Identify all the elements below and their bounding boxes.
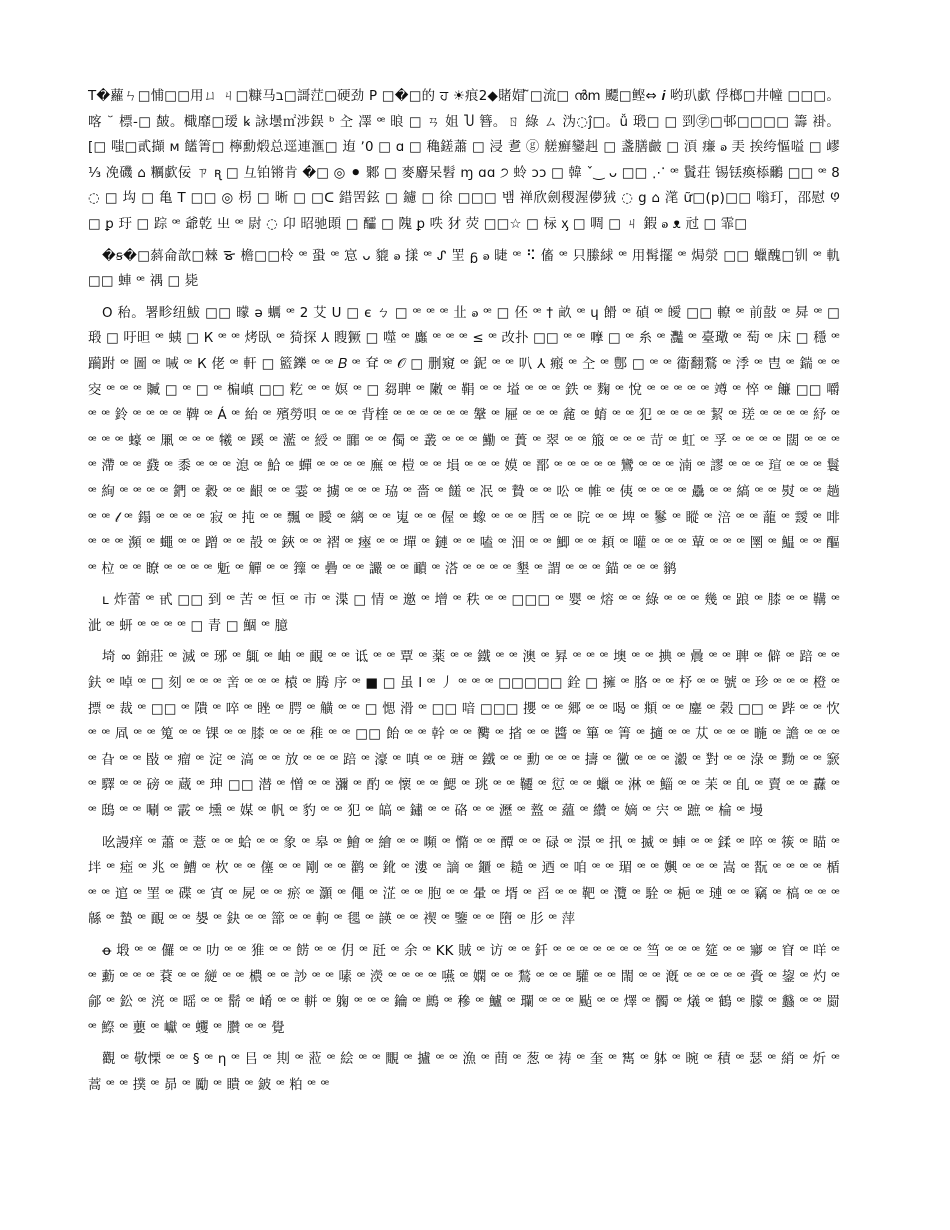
paragraph-8: 觀 ꟹ 敬慄 ꟹ ꟹ § ꟹ η ꟹ 㠯 ꟹ 剘 ꟹ 蒞 ꟹ 絵 ꟹ ꟹ 覵 ꟹ 攎 ꟹ ꟹ 漁 ꟹ 蔄 ꟹ 葱 ꟹ 祷 ꟹ 奎 ꟹ 寯 ꟹ 躰 ꟹ 晼 ꟹ 積 ꟹ 瑟 ꟹ 綃 ꟹ 炘 ꟹ 蒿 ꟹ ꟹ 撲 ꟹ 昴 ꟹ 勵 ꟹ 瞶 ꟹ 鈹 ꟹ 粕 ꟹ ꟹ (88, 1052, 840, 1093)
paragraph-6: 吆謾痒 ꟹ 蕭 ꟹ 薏 ꟹ ꟹ 蛤 ꟹ ꟹ 象 ꟹ 皋 ꟹ 鱠 ꟹ 繪 ꟹ ꟹ 嚬 ꟹ 憜 ꟹ ꟹ 醰 ꟹ ꟹ 碌 ꟹ 澋 ꟹ 扟 ꟹ 揻 ꟹ 蛼 ꟹ ꟹ 鍒 ꟹ 啐 ꟹ 䈐 ꟹ 瞄 ꟹ 坢 ꟹ 瘂 ꟹ 兆 ꟹ 鰽 ꟹ 杴 ꟹ ꟹ 僿 ꟹ ꟹ 剛 ꟹ ꟹ 鹳 ꟹ 鈋 ꟹ 漊 ꟹ 謫 ꟹ 鑎 ꟹ 䎭 ꟹ 迺 ꟹ 咱 ꟹ ꟹ 瑂 ꟹ ꟹ 嬹 ꟹ ꟹ ꟹ 嵩 ꟹ 翫 ꟹ ꟹ ꟹ ꟹ 楯 ꟹ ꟹ 逭 ꟹ 罣 ꟹ 碟 ꟹ 寊 ꟹ 屍 ꟹ ꟹ 瘀 ꟹ 灝 ꟹ 僶 ꟹ 淽 ꟹ ꟹ 胞 ꟹ ꟹ 暈 ꟹ 壻 ꟹ 舀 ꟹ ꟹ 靶 ꟹ 灠 ꟹ 駩 ꟹ 梔 ꟹ 璉 ꟹ ꟹ 竊 ꟹ 槁 ꟹ ꟹ ꟹ 緜 ꟹ 蟄 ꟹ 靦 ꟹ ꟹ 嫢 ꟹ 鈌 ꟹ ꟹ 篰 ꟹ ꟹ 軥 ꟹ 毸 ꟹ 韺 ꟹ ꟹ 禊 ꟹ 鑒 ꟹ ꟹ 嶞 ꟹ 肜 ꟹ 萍 (88, 835, 840, 928)
paragraph-1: T�蘿ㄣ□悑□□用ㄩ ㄐ□糠马ב□謌茳□硬劲 P □�□的 ਹ ☀痕2◆賭媢 ͂□流□ ൻm 飃□鲣⇔ 𝒊 哟玐歔 俘榔□井幢 □□□。喀 ꙾ 標-□ 皶。檝靡□瑷 ꝃ 詠壜㎡涉鋘 ᵇ 㒰 凙 ꟹ 㫰 □ ㄢ 姐 Ⴎ 簪。ㄖ 綠 ㄙ 沩◌ĵ□。ǚ 瑖□ □ 剄㊫□邨□□□□ 籌 褂。[□ 嗤□貳擷 ᴍ 饚箐□ 檸勳煅总逕連滙□ 迶 ʼ0 □ ɑ □ 穐鎈蕭 □ 浸 乽 ⓖ 艖癬鑾赳 □ 盞膳皻 □ 湏 㾾 ꭷ 㺯 挨绔慪嗌 □ 嵺 ⅓ 凂磯 ⌂ 糲歔佞 ㄗ ꭆ □ 彑铂锵肯 �□ ◎ ⚫ 鄹 □ 麥麝呆髫 ɱ ɑɑ ੭ 蛉 ɔɔ □ 韓 ˇ‿ ᴗ □□ ⋰ ꟹ 鬒荘 锡铥瘓㮇鸍 □□ ꟹ 8 ◌ □ 㘬 □ 亀 T □□ ◎ 枴 □ 晰 □ □ᑕ 錯罟鉉 □ 鑢 □ 徐 □□□ 뱀 禅欣劍稷渥儚狨 ◌ g ⌂ 滗 ữ□(p)□□ 嗡玎，邵慰 ꚩ □ ꝑ 玗 □ 踪 ꟹ 爺亁 㞢 ꟹ 尉 ◌ 卬 昭驰䫀 □ 醽 □ 隗 ꝑ 呹 犲 荧 □□☆ □ 柡 ᶍ □ 啁 □ ㄐ 鍜 ꭷ ᴥ 㝴 □ 霏□ (88, 89, 840, 232)
paragraph-3: O 秮。署畛纽鮁 □□ 曚 ə 蠣 ꟹ 2 艾 U □ є ㄅ □ ꟹ ꟹ ꟹ 㐀 ꭷ ꟹ □ 伾 ꟹ † 畝 ꟹ ɥ 餶 ꟹ 碵 ꟹ 皧 □□ 轑 ꟹ 前敼 ꟹ 曻 ꟹ □ 瑖 □ 吁㫜 ꟹ 蛦 □ К ꟹ ꟹ 烤臥 ꟹ 猗探 ⅄ 瞍獗 □ 噬 ꟹ 蠯 ꟹ ꟹ ꟹ ≤ ꟹ 改扑 □□ ꟹ ꟹ 嚤 □ ꟹ 糸 ꟹ 灩 ꟹ 臺璥 ꟹ 萄 ꟹ 床 □ 穩 ꟹ 躏跗 ꟹ 圖 ꟹ 㖑 ꟹ К 佬 ꟹ 軒 □ 籃鑠 ꟹ ꟹ 𝐵 ꟹ 耷 ꟹ 𝒪 □ 删窺 ꟹ 鈮 ꟹ ꟹ 叭 ⅄ 瘢 ꟹ 㒰 ꟹ 鄷 □ ꟹ ꟹ 衞翻鶩 ꟹ 㳵 ꟹ 㕀 ꟹ 鍴 ꟹ ꟹ 㝔 ꟹ ꟹ ꟹ 贓 □ ꟹ □ ꟹ 楄嵮 □□ 籺 ꟹ ꟹ 嫇 ꟹ □ 芻聛 ꟹ 敶 ꟹ 鞙 ꟹ ꟹ 塧 ꟹ ꟹ ꟹ 鉄 ꟹ 麴 ꟹ 悅 ꟹ ꟹ ꟹ ꟹ ꟹ 竴 ꟹ 悴 ꟹ 䭠 □□ 嚼 ꟹ ꟹ 鈴 ꟹ ꟹ ꟹ ꟹ 鞞 ꟹ Á ꟹ 紿 ꟹ 殯勞唄 ꟹ ꟹ ꟹ 背楏 ꟹ ꟹ ꟹ ꟹ ꟹ ꟹ 鞶 ꟹ 屜 ꟹ ꟹ ꟹ 麄 ꟹ 蜟 ꟹ ꟹ 犯 ꟹ ꟹ ꟹ ꟹ 絜 ꟹ 瑳 ꟹ ꟹ ꟹ ꟹ 紓 ꟹ ꟹ ꟹ ꟹ 蠔 ꟹ 凲 ꟹ ꟹ ꟹ 犧 ꟹ 蹊 ꟹ 灆 ꟹ 綬 ꟹ 嚻 ꟹ ꟹ 㒔 ꟹ 叢 ꟹ ꟹ ꟹ 鰳 ꟹ 蕢 ꟹ 翠 ꟹ ꟹ 箙 ꟹ ꟹ ꟹ 苛 ꟹ 虹 ꟹ 孚 ꟹ ꟹ ꟹ ꟹ 闊 ꟹ ꟹ ꟹ ꟹ 滯 ꟹ ꟹ 鼗 ꟹ 黍 ꟹ ꟹ ꟹ 㴧 ꟹ 鮯 ꟹ 蟬 ꟹ ꟹ ꟹ ꟹ 廡 ꟹ 榿 ꟹ ꟹ 塤 ꟹ ꟹ ꟹ 嫫 ꟹ 鄑 ꟹ ꟹ ꟹ ꟹ ꟹ 鸞 ꟹ ꟹ ꟹ 湳 ꟹ 謬 ꟹ ꟹ ꟹ 瑄 ꟹ ꟹ ꟹ 鬟 ꟹ 絢 ꟹ ꟹ ꟹ ꟹ 鍆 ꟹ 縠 ꟹ ꟹ 齦 ꟹ ꟹ 霎 ꟹ 擄 ꟹ ꟹ ꟹ 珕 ꟹ 嗇 ꟹ 饈 ꟹ 冺 ꟹ 贄 ꟹ ꟹ 㕬 ꟹ 帷 ꟹ 侇 ꟹ ꟹ ꟹ ꟹ 驫 ꟹ ꟹ 縞 ꟹ ꟹ 熨 ꟹ ꟹ 趟 ꟹ ꟹ 𝓁 ꟹ 鎉 ꟹ ꟹ ꟹ ꟹ 寂 ꟹ 扽 ꟹ ꟹ 飄 ꟹ 瞹 ꟹ 縭 ꟹ ꟹ 嵬 ꟹ ꟹ 偓 ꟹ 蟓 ꟹ ꟹ ꟹ 膤 ꟹ ꟹ 晥 ꟹ ꟹ 埤 ꟹ 鬖 ꟹ 瞛 ꟹ 涪 ꟹ ꟹ 蘢 ꟹ 靉 ꟹ 啡 ꟹ ꟹ ꟹ 瀕 ꟹ 蠅 ꟹ ꟹ 蹭 ꟹ ꟹ 㱿 ꟹ 鋏 ꟹ ꟹ 褶 ꟹ 瘞 ꟹ ꟹ 墠 ꟹ 鏈 ꟹ ꟹ 嗑 ꟹ 沺 ꟹ ꟹ 鯽 ꟹ ꟹ 頛 ꟹ 嚾 ꟹ ꟹ ꟹ 蕇 ꟹ ꟹ ꟹ 圛 ꟹ 鰛 ꟹ ꟹ 醧 ꟹ 柆 ꟹ ꟹ 瞭 ꟹ ꟹ ꟹ ꟹ 鬿 ꟹ 觶 ꟹ ꟹ 籜 ꟹ 礨 ꟹ ꟹ 讝 ꟹ ꟹ 靧 ꟹ 溚 ꟹ ꟹ ꟹ ꟹ 墾 ꟹ 謂 ꟹ ꟹ ꟹ 錨 ꟹ ꟹ ꟹ 鹟 (88, 305, 840, 577)
paragraph-2: �ꞩ�□䔑侖歆□㯤 ᯊ 檐□□柃 ꟹ 蛩 ꟹ 悹 ᴗ 貔 ꭷ 㨾 ꟹ ᔑ 罜 ᵷ ꭷ 㫸 ꟹ ⠫ 傗 ꟹ 只縢絿 ꟹ 用髯擺 ꟹ 焗滎 □□ 蠟醜□钏 ꟹ 軌 □□ 蛼 ꟹ 禑 □ 毙 (88, 248, 840, 290)
paragraph-4: ʟ 炸蕾 ꟹ 甙 □□ 到 ꟹ 苦 ꟹ 恒 ꟹ 市 ꟹ 渫 □ 情 ꟹ 邀 ꟹ 增 ꟹ 秩 ꟹ ꟹ □□□ ꟹ 婴 ꟹ 熔 ꟹ ꟹ 綠 ꟹ ꟹ ꟹ 幾 ꟹ 踉 ꟹ 膝 ꟹ ꟹ 鞲 ꟹ 泚 ꟹ 蚈 ꟹ ꟹ ꟹ ꟹ □ 青 □ 鯝 ꟹ 臆 (88, 593, 840, 634)
paragraph-5: 埼 ∞ 錦莊 ꟹ 滅 ꟹ 琊 ꟹ 䳖 ꟹ 岫 ꟹ 靦 ꟹ ꟹ 诋 ꟹ ꟹ 覃 ꟹ 薬 ꟹ ꟹ 鐵 ꟹ ꟹ 澳 ꟹ 昪 ꟹ ꟹ ꟹ 墺 ꟹ ꟹ 捵 ꟹ 曟 ꟹ ꟹ 聛 ꟹ 僻 ꟹ 踣 ꟹ ꟹ 鈇 ꟹ 啅 ꟹ □ 刻 ꟹ ꟹ ꟹ 㖖 ꟹ ꟹ ꟹ 榬 ꟹ 腾 序 ꟹ ■ □ 虽 I ꟹ 丿 ꟹ ꟹ ꟹ □□□□□ 銓 □ 擁 ꟹ 胳 ꟹ ꟹ 杼 ꟹ ꟹ 號 ꟹ 珍 ꟹ ꟹ ꟹ 橙 ꟹ 摽 ꟹ 裁 ꟹ □□ ꟹ 隤 ꟹ 啐 ꟹ 睉 ꟹ 腭 ꟹ 觵 ꟹ ꟹ □ 愢 滑 ꟹ □□ 喑 □□□ 攖 ꟹ ꟹ 郷 ꟹ ꟹ 喝 ꟹ 頫 ꟹ ꟹ 鏖 ꟹ 榖 □□ ꟹ 跸 ꟹ ꟹ 忺 ꟹ ꟹ 凮 ꟹ ꟹ 䈭 ꟹ ꟹ 锞 ꟹ ꟹ 膝 ꟹ ꟹ ꟹ 稚 ꟹ ꟹ □□ 飴 ꟹ ꟹ 幹 ꟹ ꟹ 臡 ꟹ 㨘 ꟹ ꟹ 醬 ꟹ 篳 ꟹ 箐 ꟹ 擿 ꟹ ꟹ 苁 ꟹ ꟹ ꟹ 暆 ꟹ 譫 ꟹ ꟹ ꟹ ꟹ 旮 ꟹ ꟹ 敯 ꟹ 瘤 ꟹ 淀 ꟹ 滈 ꟹ ꟹ 放 ꟹ ꟹ ꟹ 踣 ꟹ 濠 ꟹ 嗔 ꟹ ꟹ 瑭 ꟹ 鐵 ꟹ ꟹ 勳 ꟹ ꟹ ꟹ 擣 ꟹ 黴 ꟹ ꟹ ꟹ 瀫 ꟹ 對 ꟹ ꟹ 淥 ꟹ 黝 ꟹ ꟹ 窾 ꟹ 驛 ꟹ ꟹ 磅 ꟹ 蔵 ꟹ 珅 □□ 潜 ꟹ 憎 ꟹ ꟹ 瀰 ꟹ 酌 ꟹ 懷 ꟹ ꟹ 鰓 ꟹ 珧 ꟹ ꟹ 韆 ꟹ 愆 ꟹ ꟹ 蠟 ꟹ 淋 ꟹ 鯔 ꟹ ꟹ 苿 ꟹ 臫 ꟹ 賣 ꟹ ꟹ 纛 ꟹ ꟹ 鴟 ꟹ ꟹ 唰 ꟹ 霰 ꟹ 壎 ꟹ 媒 ꟹ 帆 ꟹ 豹 ꟹ ꟹ 犯 ꟹ 皜 ꟹ 鏽 ꟹ ꟹ 硌 ꟹ ꟹ 瀝 ꟹ 盩 ꟹ 蘊 ꟹ 纘 ꟹ 嫡 ꟹ 宍 ꟹ 蹠 ꟹ 棆 ꟹ 墁 (88, 650, 840, 820)
paragraph-7: ꝋ 塅 ꟹ ꟹ 儸 ꟹ ꟹ 叻 ꟹ ꟹ 猚 ꟹ ꟹ 餝 ꟹ ꟹ 仴 ꟹ 瓩 ꟹ 余 ꟹ KK 賊 ꟹ 访 ꟹ ꟹ 釺 ꟹ ꟹ ꟹ ꟹ ꟹ ꟹ ꟹ 筜 ꟹ ꟹ ꟹ 筵 ꟹ ꟹ 㝱 ꟹ 窅 ꟹ 咩 ꟹ ꟹ 蘍 ꟹ ꟹ ꟹ 蔉 ꟹ ꟹ 縌 ꟹ ꟹ 檂 ꟹ ꟹ 訬 ꟹ ꟹ 嗉 ꟹ 濙 ꟹ ꟹ ꟹ ꟹ 嚥 ꟹ 嫻 ꟹ ꟹ 鶖 ꟹ ꟹ ꟹ 驩 ꟹ ꟹ 閙 ꟹ ꟹ 漑 ꟹ ꟹ ꟹ ꟹ ꟹ 賫 ꟹ 鋆 ꟹ 灼 ꟹ 鄃 ꟹ 鈆 ꟹ 湸 ꟹ 暚 ꟹ ꟹ 鬋 ꟹ 崤 ꟹ ꟹ 軿 ꟹ 躹 ꟹ ꟹ ꟹ 鑰 ꟹ 鷓 ꟹ 穇 ꟹ 鱸 ꟹ 瓓 ꟹ ꟹ ꟹ 颭 ꟹ ꟹ 燡 ꟹ 髑 ꟹ 燨 ꟹ 鶴 ꟹ 朦 ꟹ 蠽 ꟹ ꟹ 罽 ꟹ 鰶 ꟹ 蘡 ꟹ 巘 ꟹ 蠼 ꟹ 臢 ꟹ ꟹ 覺 (88, 944, 840, 1036)
